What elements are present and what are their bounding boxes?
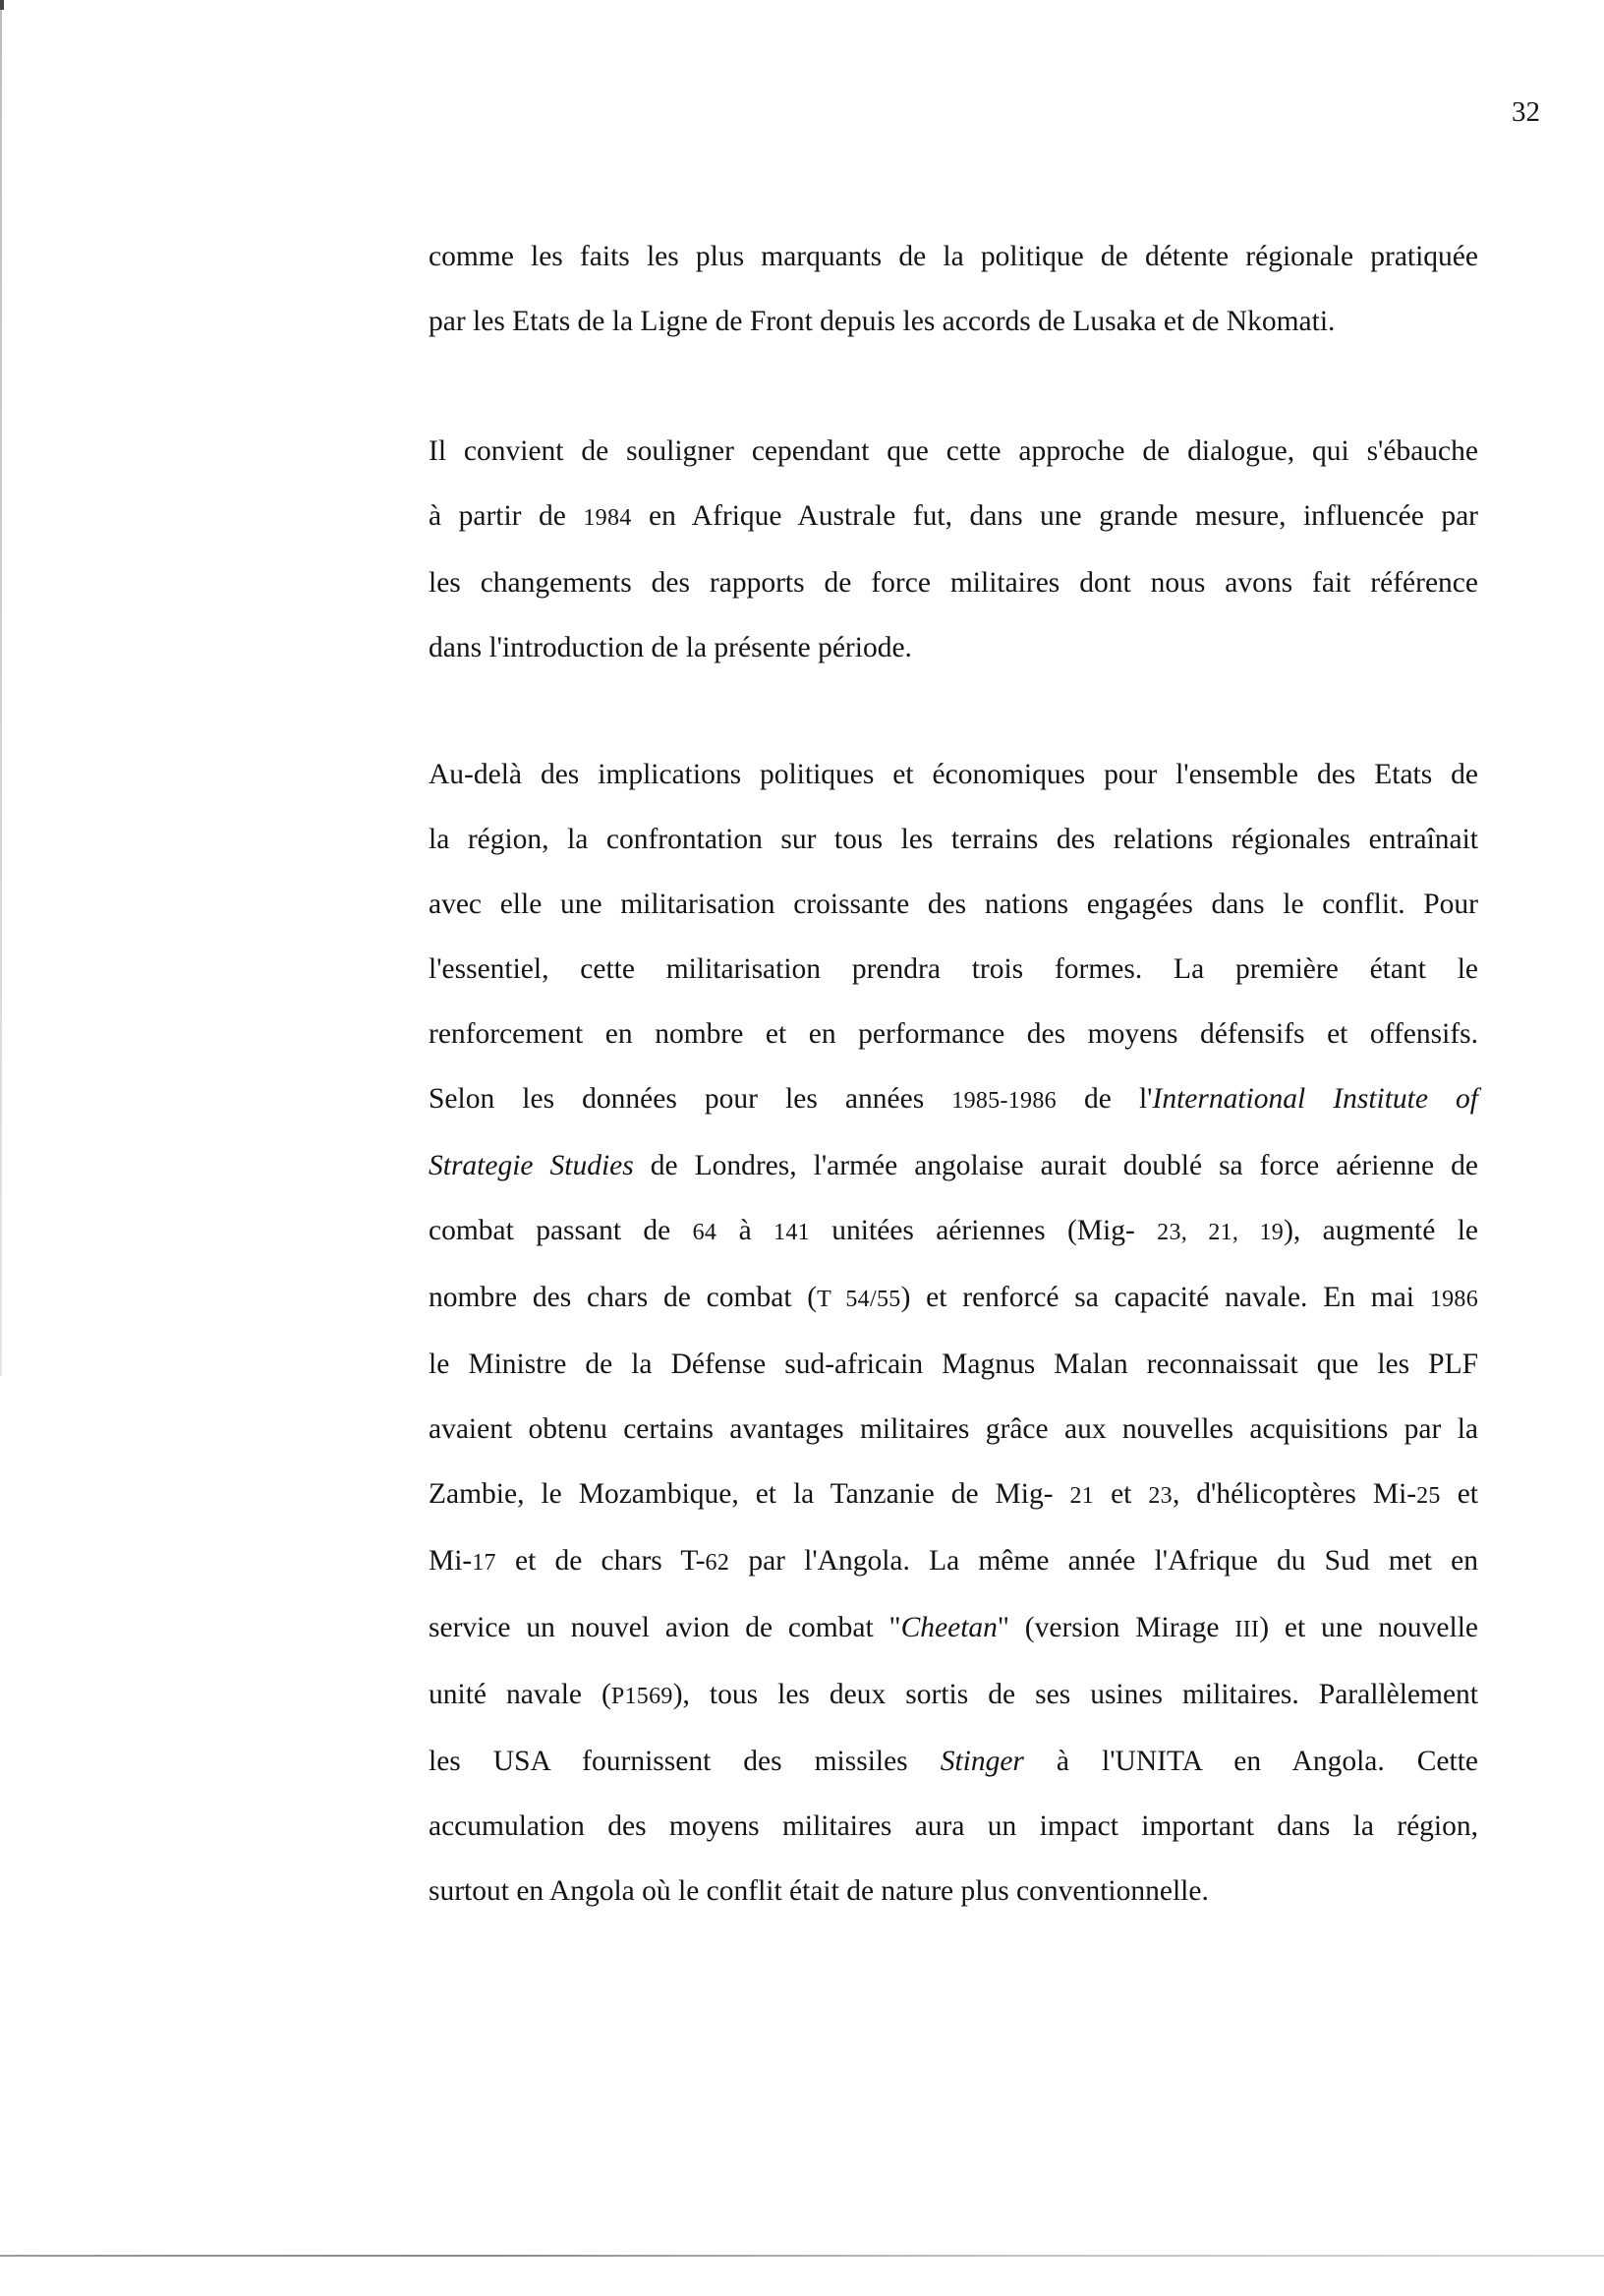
text-line: les changements des rapports de force militaires dont nous avons fait référence xyxy=(429,567,1478,599)
text-line: avec elle une militarisation croissante des nations engagées dans le conflit. Pour xyxy=(429,889,1478,920)
text-line: Zambie, le Mozambique, et la Tanzanie de Mig- 21 et 23, d'hélicoptères Mi-25 et xyxy=(429,1478,1478,1510)
paragraph-1 xyxy=(429,224,1478,354)
text-line: l'essentiel, cette militarisation prendra trois formes. La première étant le xyxy=(429,953,1478,985)
paragraph-3 xyxy=(429,742,1478,1923)
paragraph-2 xyxy=(429,419,1478,680)
text-line: combat passant de 64 à 141 unitées aériennes (Mig- 23, 21, 19), augmenté le xyxy=(429,1215,1478,1246)
text-line: Il convient de souligner cependant que cette approche de dialogue, qui s'ébauche xyxy=(429,435,1478,467)
page-number: 32 xyxy=(1512,96,1540,128)
text-line: à partir de 1984 en Afrique Australe fut, dans une grande mesure, influencée par xyxy=(429,500,1478,532)
text-line: par les Etats de la Ligne de Front depuis les accords de Lusaka et de Nkomati. xyxy=(429,306,1336,337)
text-line: Au-delà des implications politiques et économiques pour l'ensemble des Etats de xyxy=(429,759,1478,790)
text-line: unité navale (P1569), tous les deux sortis de ses usines militaires. Parallèlement xyxy=(429,1679,1478,1710)
scan-mark-top xyxy=(0,0,4,10)
scan-edge-bottom xyxy=(0,2255,1604,2257)
text-line: renforcement en nombre et en performance des moyens défensifs et offensifs. xyxy=(429,1018,1478,1050)
text-line: Mi-17 et de chars T-62 par l'Angola. La même année l'Afrique du Sud met en xyxy=(429,1545,1479,1577)
text-line: le Ministre de la Défense sud-africain Magnus Malan reconnaissait que les PLF xyxy=(429,1349,1478,1380)
scan-edge-left xyxy=(0,0,2,1376)
text-line: dans l'introduction de la présente période. xyxy=(429,632,912,663)
text-line: avaient obtenu certains avantages militaires grâce aux nouvelles acquisitions par la xyxy=(429,1413,1478,1445)
text-line: Strategie Studies de Londres, l'armée angolaise aurait doublé sa force aérienne de xyxy=(429,1150,1478,1181)
text-line: la région, la confrontation sur tous les terrains des relations régionales entraînait xyxy=(429,824,1478,855)
text-line: accumulation des moyens militaires aura un impact important dans la région, xyxy=(429,1810,1478,1842)
text-line: nombre des chars de combat (T 54/55) et renforcé sa capacité navale. En mai 1986 xyxy=(429,1282,1479,1313)
text-line: comme les faits les plus marquants de la politique de détente régionale pratiquée xyxy=(429,241,1478,272)
text-line: service un nouvel avion de combat "Cheetan" (version Mirage III) et une nouvelle xyxy=(429,1612,1478,1643)
text-line: surtout en Angola où le conflit était de nature plus conventionnelle. xyxy=(429,1875,1209,1907)
text-line: Selon les données pour les années 1985-1986 de l'International Institute of xyxy=(429,1083,1478,1115)
text-line: les USA fournissent des missiles Stinger à l'UNITA en Angola. Cette xyxy=(429,1746,1478,1777)
